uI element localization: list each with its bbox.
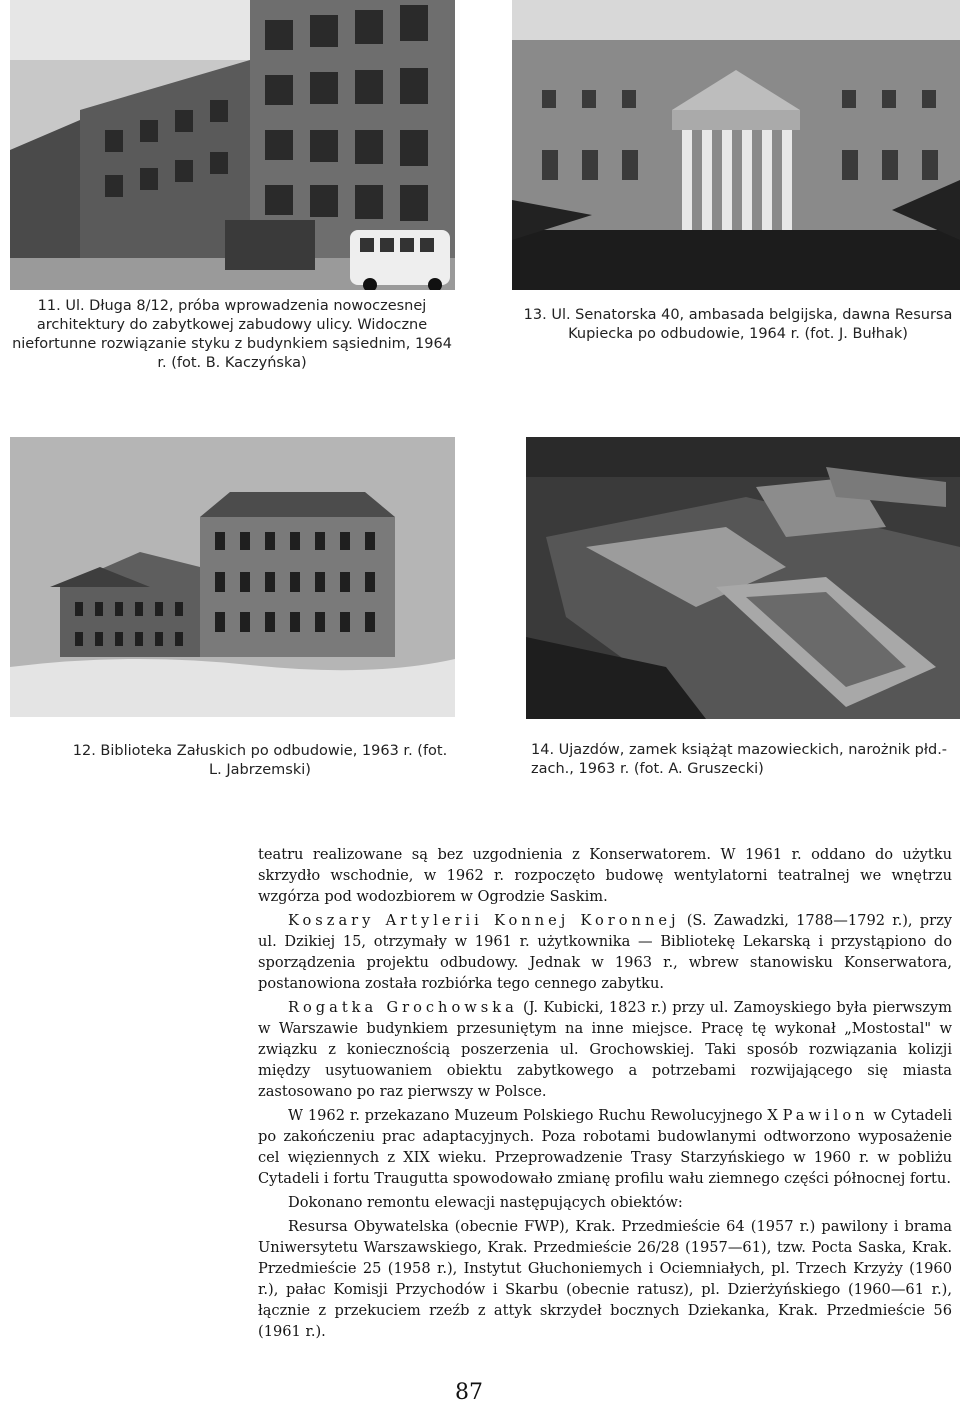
caption-figure-12: 12. Biblioteka Załuskich po odbudowie, 1963 r. (fot. L. Jabrzemski) — [72, 743, 448, 778]
paragraph-koszary — [258, 910, 952, 994]
paragraph-remont-list: Resursa Obywatelska (obecnie FWP), Krak. Przedmieście 64 (1957 r.) pawilony i brama Uniwersytetu Warszawskiego, Krak. Przedmieście 26/28 (1957—61), tzw. Pocta Saska, Krak. Przedmieście 25 (1958 r.), Instytut Głuchoniemych i Ociemniałych, pl. Trzech Krzyży (1960 r.), pałac Komisji Przychodów i Skarbu (obecnie ratusz), pl. Dzierżyńskiego (1960—61 r.), łącznie z przekuciem rzeźb z attyk skrzydeł bocznych Dziekanka, Krak. Przedmieście 56 (1961 r.). — [258, 1218, 952, 1340]
page-number: 87 — [455, 1380, 483, 1405]
text-rogatka: (J. Kubicki, 1823 r.) przy ul. Zamoyskiego była pierwszym w Warszawie budynkiem przesuniętym na inne miejsce. Pracę tę wykonał „Mostostal" w związku z koniecznością poszerzenia ul. Grochowskiej. Taki sposób rozwiązania kolizji między usytuowaniem obiektu zabytkowego a potrzebami rozwijającego się miasta zastosowano po raz pierwszy w Polsce. — [258, 999, 952, 1100]
paragraph-remont-intro: Dokonano remontu elewacji następujących obiektów: — [288, 1194, 683, 1211]
text-pawilon-pre: W 1962 r. przekazano Muzeum Polskiego Ruchu Rewolucyjnego X — [288, 1107, 783, 1124]
photo-zaluski-library — [10, 437, 455, 717]
caption-figure-13: 13. Ul. Senatorska 40, ambasada belgijska, dawna Resursa Kupiecka po odbudowie, 1964 r. (fot. J. Bułhak) — [523, 307, 953, 342]
heading-koszary: Koszary Artylerii Konnej Koronnej — [288, 912, 680, 929]
photo-dluga-street — [10, 0, 455, 290]
body-text — [258, 844, 952, 1345]
photo-senatorska-embassy — [512, 0, 960, 290]
heading-pawilon: Pawilon — [782, 1107, 869, 1124]
text-koszary: (S. Zawadzki, 1788—1792 r.), przy ul. Dzikiej 15, otrzymały w 1961 r. użytkownika — Bibliotekę Lekarską i przystąpiono do sporządzenia projektu odbudowy. Jednak w 1963 r., wbrew stanowisku Konserwatora, postanowiona została rozbiórka tego cennego zabytku. — [258, 912, 953, 992]
photo-ujazdow-castle — [526, 437, 960, 719]
caption-figure-11: 11. Ul. Długa 8/12, próba wprowadzenia nowoczesnej architektury do zabytkowej zabudowy ulicy. Widoczne niefortunne rozwiązanie styku z budynkiem sąsiednim, 1964 r. (fot. B. Kaczyńska) — [12, 298, 452, 371]
caption-figure-14: 14. Ujazdów, zamek książąt mazowieckich, narożnik płd.-zach., 1963 r. (fot. A. Gruszecki) — [531, 742, 948, 777]
text-pawilon: w Cytadeli po zakończeniu prac adaptacyjnych. Poza robotami budowlanymi odtworzono wyposażenie cel więziennych z XIX wieku. Przeprowadzenie Trasy Starzyńskiego w 1960 r. w pobliżu Cytadeli i fortu Traugutta spowodowało zmianę profilu wału ziemnego części północnej fortu. — [258, 1107, 952, 1187]
paragraph-rogatka — [258, 997, 952, 1102]
heading-rogatka: Rogatka Grochowska — [288, 999, 518, 1016]
paragraph-pawilon — [258, 1105, 952, 1189]
paragraph-theatre: teatru realizowane są bez uzgodnienia z Konserwatorem. W 1961 r. oddano do użytku skrzydło wschodnie, w 1962 r. rozpoczęto budowę wentylatorni teatralnej we wnętrzu wzgórza pod wodozbiorem w Ogrodzie Saskim. — [258, 846, 952, 905]
